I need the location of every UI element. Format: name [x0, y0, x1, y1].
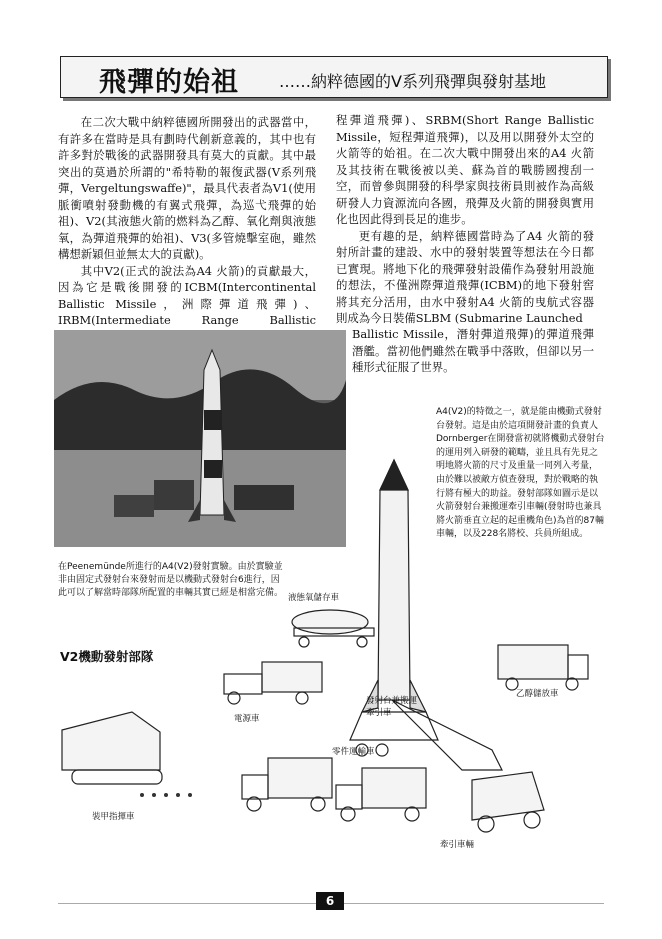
ethanol-truck-label: 乙醇儲放車: [516, 689, 559, 699]
power-truck-label: 電源車: [234, 714, 260, 724]
section-label: V2機動發射部隊: [60, 649, 154, 664]
page-title: 飛彈的始祖: [99, 67, 239, 98]
halftrack-label: 裝甲指揮車: [92, 812, 135, 822]
page-number: 6: [316, 892, 344, 910]
paragraph: 其中V2(正式的說法為A4 火箭)的貢獻最大，因為它是戰後開發的ICBM(Intercontinental Ballistic Missile，洲際彈道飛彈)、IRBM(Intermediate Range Ballistic: [58, 263, 316, 327]
paragraph: 更有趣的是，納粹德國當時為了A4 火箭的發射所計畫的建設、水中的發射裝置等想法在今日都已實現。將地下化的飛彈發射設備作為發射用設施的想法，不僅洲際彈道飛彈(ICBM)的地下發射窖將其充分活用，由水中發射A4 火箭的曳航式容器則成為今日裝備SLBM (Submarine Launched: [336, 228, 594, 325]
vehicle-line-drawing: [32, 450, 612, 860]
launcher-label: 發射台兼搬運牽引車: [366, 696, 418, 718]
launcher-caption: A4(V2)的特徵之一，就是能由機動式發射台發射。這是由於這項開發計畫的負責人Dornberger在開發當初就將機動式發射台的運用列入研發的範疇，並且具有先見之明地將火箭的尺寸及重量一同列入考量，由於難以被敵方偵查發現，對於戰略的執行將有極大的助益。發射部隊如圖示是以火箭發射台兼搬運牽引車輛(發射時也兼具將火箭垂直立起的起重機角色)為首的87輛車輛，以及228名將校、兵員所組成。: [436, 407, 605, 540]
photo-caption: 在Peenemünde所進行的A4(V2)發射實驗。由於實驗並非由固定式發射台來發射而是以機動式發射台6進行，因此可以了解當時部隊所配置的車輛其實已經是相當完備。: [58, 562, 284, 598]
page-subtitle: ……納粹德國的V系列飛彈與發射基地: [279, 72, 546, 91]
parts-truck-label: 零件運輸車: [332, 747, 375, 757]
launch-unit-illustration: [32, 450, 612, 860]
left-column: [58, 114, 316, 345]
right-column-continued: [352, 326, 594, 376]
tractor-label: 牽引車輛: [440, 840, 475, 850]
paragraph: Ballistic Missile，潛射彈道飛彈)的彈道飛彈潛艦。當初他們雖然在戰爭中落敗，但卻以另一種形式征服了世界。: [352, 327, 594, 374]
paragraph: 在二次大戰中納粹德國所開發出的武器當中，有許多在當時是具有劃時代創新意義的，其中也有許多對於戰後的武器開發具有莫大的貢獻。其中最突出的莫過於所謂的"希特勒的報復武器(V系列飛彈，Vergeltungswaffe)"，最具代表者為V1(使用脈衝噴射發動機的有翼式飛彈，為巡弋飛彈的始祖)、V2(其液態火箭的燃料為乙醇、氧化劑與液態氧，為彈道飛彈的始祖)、V3(多管燒擊室砲，雖然構想新穎但並無太大的貢獻)。: [58, 115, 316, 261]
lox-tank-label: 液態氧儲存車: [288, 593, 340, 603]
right-column: [336, 112, 594, 327]
paragraph: 程彈道飛彈)、SRBM(Short Range Ballistic Missile，短程彈道飛彈)，以及用以開發外太空的火箭等的始祖。在二次大戰中開發出來的A4 火箭及其技術在戰後被以美、蘇為首的戰勝國搜刮一空，而曾參與開發的科學家與技術員則被作為高級研發人力資源流向各國，飛彈及火箭的開發與實用化也因此得到長足的進步。: [336, 113, 594, 226]
title-box: [60, 56, 608, 98]
